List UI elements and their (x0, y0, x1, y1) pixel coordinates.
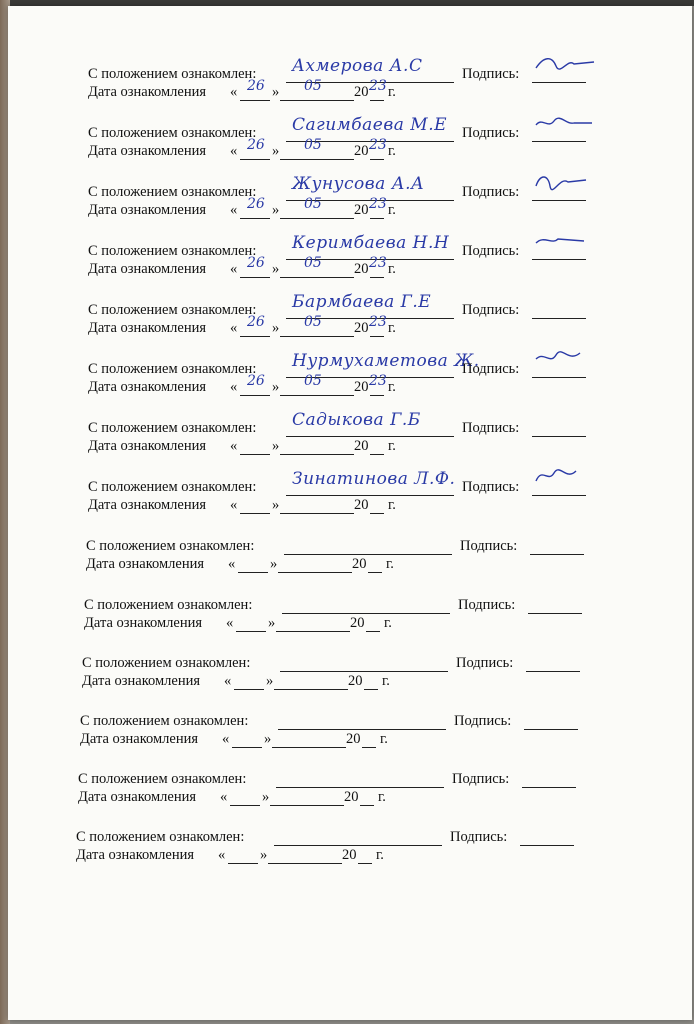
signature-scribble (534, 172, 598, 194)
date-label: Дата ознакомления (86, 556, 205, 572)
signature-label: Подпись: (460, 538, 518, 554)
date-line (86, 556, 606, 574)
date-line (82, 673, 602, 691)
open-quote: « (230, 202, 238, 218)
year-suffix: г. (382, 673, 390, 689)
year-suffix: г. (388, 261, 396, 277)
acknowledgement-entry (84, 597, 604, 633)
ack-label: С положением ознакомлен: (78, 771, 247, 787)
handwritten-name: Ахмерова А.С (292, 56, 423, 76)
month-field[interactable] (280, 314, 354, 337)
signature-label: Подпись: (456, 655, 514, 671)
date-label: Дата ознакомления (80, 731, 199, 747)
acknowledgement-entry (86, 538, 606, 574)
handwritten-day: 26 (247, 314, 265, 330)
year-field[interactable] (369, 137, 387, 160)
open-quote: « (228, 556, 236, 572)
handwritten-month: 05 (304, 78, 322, 94)
acknowledgement-entry (88, 351, 608, 397)
year-suffix: г. (376, 847, 384, 863)
year-suffix: г. (380, 731, 388, 747)
date-label: Дата ознакомления (78, 789, 197, 805)
handwritten-day: 26 (247, 255, 265, 271)
day-field[interactable] (240, 373, 270, 396)
signature-field[interactable] (532, 418, 586, 437)
handwritten-day: 26 (247, 137, 265, 153)
signature-scribble (534, 349, 598, 371)
handwritten-name: Сагимбаева М.Е (292, 115, 448, 135)
open-quote: « (230, 438, 238, 454)
month-field[interactable] (268, 845, 342, 864)
name-field[interactable] (274, 827, 442, 846)
year-prefix: 20 (354, 261, 369, 277)
signature-label: Подпись: (462, 479, 520, 495)
month-field[interactable] (270, 787, 344, 806)
handwritten-name: Садыкова Г.Б (292, 410, 421, 430)
month-field[interactable] (280, 373, 354, 396)
day-field[interactable] (240, 137, 270, 160)
signature-scribble (534, 231, 598, 253)
ack-label: С положением ознакомлен: (82, 655, 251, 671)
date-label: Дата ознакомления (82, 673, 201, 689)
year-field[interactable] (360, 787, 374, 806)
date-line (80, 731, 600, 749)
year-suffix: г. (388, 379, 396, 395)
year-field[interactable] (369, 314, 387, 337)
handwritten-year: 23 (369, 255, 387, 271)
acknowledgement-entry (88, 292, 608, 338)
name-field[interactable] (284, 536, 452, 555)
date-line (88, 137, 608, 161)
handwritten-year: 23 (369, 78, 387, 94)
year-field[interactable] (369, 196, 387, 219)
month-field[interactable] (276, 613, 350, 632)
date-label: Дата ознакомления (88, 497, 207, 513)
date-line (76, 847, 596, 865)
month-field[interactable] (280, 78, 354, 101)
document-page (8, 6, 692, 1020)
year-suffix: г. (386, 556, 394, 572)
ack-label: С положением ознакомлен: (88, 361, 257, 377)
open-quote: « (230, 379, 238, 395)
year-prefix: 20 (346, 731, 361, 747)
signature-label: Подпись: (462, 125, 520, 141)
close-quote: » (268, 615, 276, 631)
date-line (88, 497, 608, 515)
date-line (88, 314, 608, 338)
date-line (88, 78, 608, 102)
name-field[interactable] (286, 469, 456, 496)
year-prefix: 20 (354, 202, 369, 218)
day-field[interactable] (240, 78, 270, 101)
month-field[interactable] (280, 196, 354, 219)
handwritten-month: 05 (304, 255, 322, 271)
signature-label: Подпись: (450, 829, 508, 845)
close-quote: » (260, 847, 268, 863)
day-field[interactable] (230, 787, 260, 806)
close-quote: » (272, 84, 280, 100)
signature-field[interactable] (532, 477, 586, 496)
close-quote: » (272, 202, 280, 218)
signature-field[interactable] (532, 123, 586, 142)
date-line (88, 255, 608, 279)
handwritten-year: 23 (369, 314, 387, 330)
open-quote: « (218, 847, 226, 863)
day-field[interactable] (234, 671, 264, 690)
signature-field[interactable] (532, 182, 586, 201)
day-field[interactable] (240, 255, 270, 278)
year-prefix: 20 (348, 673, 363, 689)
close-quote: » (272, 143, 280, 159)
handwritten-month: 05 (304, 373, 322, 389)
acknowledgement-entry (76, 829, 596, 865)
ack-label: С положением ознакомлен: (88, 479, 257, 495)
handwritten-month: 05 (304, 314, 322, 330)
month-field[interactable] (272, 729, 346, 748)
signature-label: Подпись: (462, 302, 520, 318)
day-field[interactable] (236, 613, 266, 632)
acknowledgement-entry (88, 233, 608, 279)
date-label: Дата ознакомления (76, 847, 195, 863)
date-label: Дата ознакомления (88, 202, 207, 218)
year-field[interactable] (369, 78, 387, 101)
year-field[interactable] (366, 613, 380, 632)
date-label: Дата ознакомления (88, 379, 207, 395)
year-field[interactable] (364, 671, 378, 690)
ack-label: С положением ознакомлен: (76, 829, 245, 845)
acknowledgement-entry (80, 713, 600, 749)
day-field[interactable] (232, 729, 262, 748)
handwritten-month: 05 (304, 137, 322, 153)
signature-field[interactable] (530, 536, 584, 555)
signature-scribble (534, 113, 598, 135)
signature-label: Подпись: (458, 597, 516, 613)
acknowledgement-entry (88, 56, 608, 102)
month-field[interactable] (280, 495, 354, 514)
acknowledgement-entry (78, 771, 598, 807)
month-field[interactable] (278, 554, 352, 573)
signature-field[interactable] (520, 827, 574, 846)
year-prefix: 20 (354, 497, 369, 513)
signature-label: Подпись: (462, 184, 520, 200)
month-field[interactable] (280, 137, 354, 160)
year-prefix: 20 (350, 615, 365, 631)
handwritten-name: Зинатинова Л.Ф. (292, 469, 456, 489)
date-label: Дата ознакомления (88, 261, 207, 277)
handwritten-name: Нурмухаметова Ж. (292, 351, 480, 371)
open-quote: « (230, 143, 238, 159)
handwritten-name: Жунусова А.А (292, 174, 425, 194)
name-field[interactable] (280, 653, 448, 672)
year-field[interactable] (370, 495, 384, 514)
ack-label: С положением ознакомлен: (84, 597, 253, 613)
year-prefix: 20 (352, 556, 367, 572)
handwritten-day: 26 (247, 373, 265, 389)
day-field[interactable] (240, 436, 270, 455)
year-suffix: г. (388, 438, 396, 454)
open-quote: « (230, 497, 238, 513)
acknowledgement-entry (88, 174, 608, 220)
year-field[interactable] (369, 373, 387, 396)
signature-field[interactable] (528, 595, 582, 614)
year-prefix: 20 (354, 320, 369, 336)
ack-label: С положением ознакомлен: (88, 125, 257, 141)
year-prefix: 20 (354, 438, 369, 454)
close-quote: » (270, 556, 278, 572)
month-field[interactable] (274, 671, 348, 690)
day-field[interactable] (240, 314, 270, 337)
handwritten-name: Бармбаева Г.Е (292, 292, 432, 312)
close-quote: » (262, 789, 270, 805)
name-field[interactable] (276, 769, 444, 788)
handwritten-year: 23 (369, 196, 387, 212)
date-line (88, 438, 608, 456)
acknowledgement-entry (82, 655, 602, 691)
open-quote: « (220, 789, 228, 805)
open-quote: « (230, 84, 238, 100)
date-line (88, 196, 608, 220)
day-field[interactable] (240, 196, 270, 219)
close-quote: » (272, 261, 280, 277)
acknowledgement-entry (88, 410, 608, 456)
year-suffix: г. (388, 84, 396, 100)
close-quote: » (264, 731, 272, 747)
signature-label: Подпись: (462, 243, 520, 259)
close-quote: » (272, 497, 280, 513)
year-field[interactable] (358, 845, 372, 864)
signature-label: Подпись: (454, 713, 512, 729)
name-field[interactable] (286, 410, 454, 437)
year-field[interactable] (368, 554, 382, 573)
signature-label: Подпись: (452, 771, 510, 787)
date-label: Дата ознакомления (88, 320, 207, 336)
year-prefix: 20 (344, 789, 359, 805)
close-quote: » (272, 379, 280, 395)
year-prefix: 20 (354, 84, 369, 100)
year-suffix: г. (384, 615, 392, 631)
signature-field[interactable] (532, 300, 586, 319)
date-label: Дата ознакомления (84, 615, 203, 631)
signature-field[interactable] (526, 653, 580, 672)
signature-label: Подпись: (462, 361, 520, 377)
open-quote: « (222, 731, 230, 747)
year-prefix: 20 (342, 847, 357, 863)
date-line (88, 373, 608, 397)
date-label: Дата ознакомления (88, 143, 207, 159)
year-suffix: г. (388, 143, 396, 159)
date-label: Дата ознакомления (88, 438, 207, 454)
handwritten-day: 26 (247, 196, 265, 212)
signature-scribble (534, 467, 598, 489)
ack-label: С положением ознакомлен: (88, 66, 257, 82)
year-suffix: г. (388, 202, 396, 218)
handwritten-month: 05 (304, 196, 322, 212)
open-quote: « (230, 261, 238, 277)
year-prefix: 20 (354, 143, 369, 159)
handwritten-day: 26 (247, 78, 265, 94)
year-field[interactable] (362, 729, 376, 748)
year-field[interactable] (369, 255, 387, 278)
date-label: Дата ознакомления (88, 84, 207, 100)
month-field[interactable] (280, 255, 354, 278)
ack-label: С положением ознакомлен: (88, 184, 257, 200)
year-prefix: 20 (354, 379, 369, 395)
signature-field[interactable] (522, 769, 576, 788)
signature-field[interactable] (532, 64, 586, 83)
day-field[interactable] (238, 554, 268, 573)
year-suffix: г. (388, 320, 396, 336)
ack-label: С положением ознакомлен: (86, 538, 255, 554)
open-quote: « (230, 320, 238, 336)
close-quote: » (272, 438, 280, 454)
date-line (78, 789, 598, 807)
day-field[interactable] (228, 845, 258, 864)
year-suffix: г. (378, 789, 386, 805)
year-suffix: г. (388, 497, 396, 513)
date-line (84, 615, 604, 633)
name-field[interactable] (278, 711, 446, 730)
day-field[interactable] (240, 495, 270, 514)
signature-scribble (534, 54, 598, 76)
open-quote: « (226, 615, 234, 631)
handwritten-year: 23 (369, 373, 387, 389)
signature-field[interactable] (524, 711, 578, 730)
acknowledgement-entry (88, 469, 608, 515)
ack-label: С положением ознакомлен: (88, 302, 257, 318)
signature-label: Подпись: (462, 420, 520, 436)
year-field[interactable] (370, 436, 384, 455)
signature-field[interactable] (532, 359, 586, 378)
acknowledgement-entry (88, 115, 608, 161)
close-quote: » (266, 673, 274, 689)
close-quote: » (272, 320, 280, 336)
month-field[interactable] (280, 436, 354, 455)
ack-label: С положением ознакомлен: (88, 243, 257, 259)
ack-label: С положением ознакомлен: (88, 420, 257, 436)
signature-label: Подпись: (462, 66, 520, 82)
ack-label: С положением ознакомлен: (80, 713, 249, 729)
name-field[interactable] (282, 595, 450, 614)
handwritten-name: Керимбаева Н.Н (292, 233, 450, 253)
open-quote: « (224, 673, 232, 689)
handwritten-year: 23 (369, 137, 387, 153)
signature-field[interactable] (532, 241, 586, 260)
